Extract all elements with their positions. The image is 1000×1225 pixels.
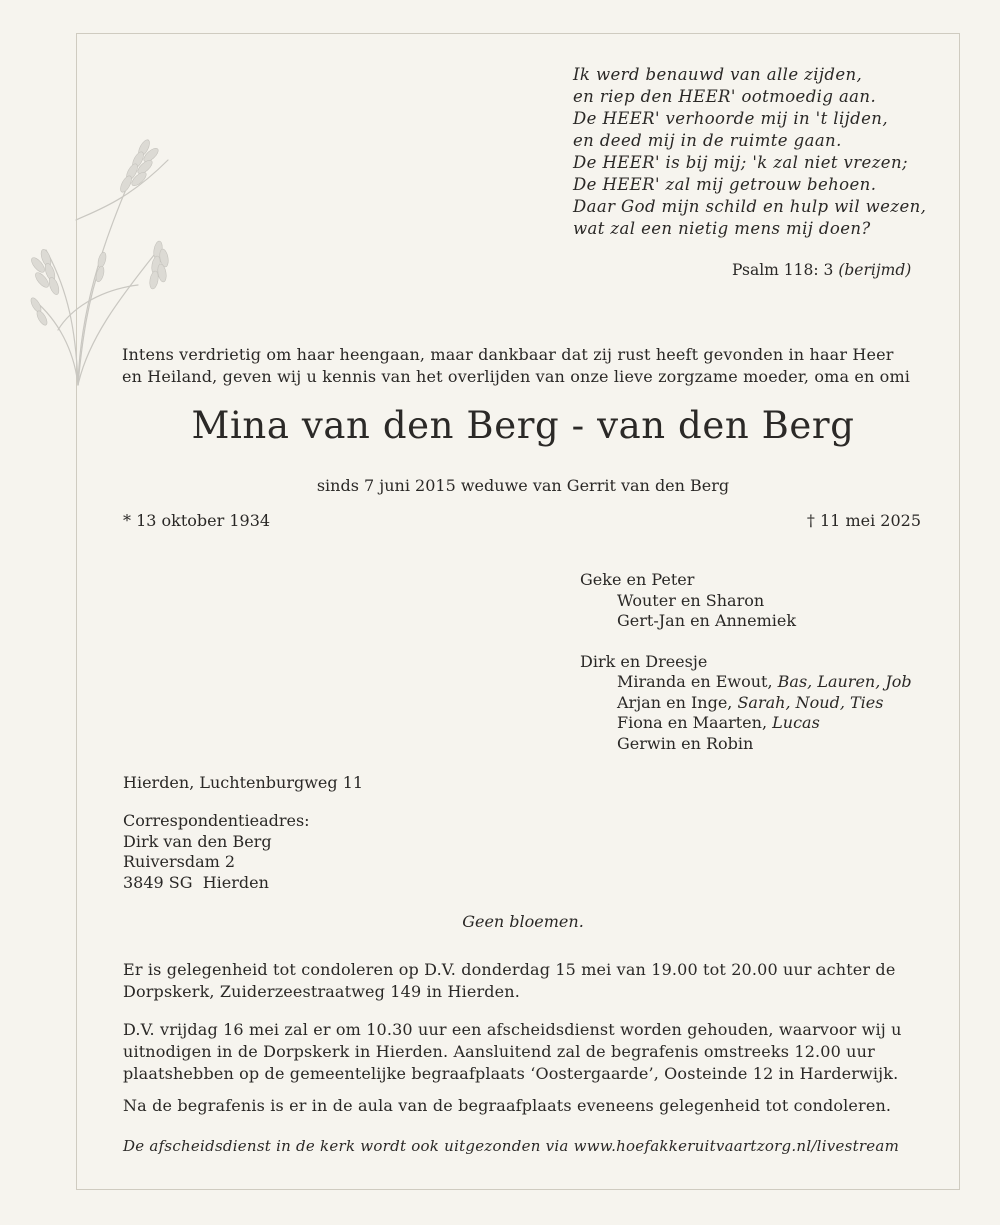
family-grandchildren: Lucas [772,713,820,732]
family-child [580,693,912,714]
poem-line: wat zal een nietig mens mij doen? [573,219,871,238]
deceased-name: Mina van den Berg - van den Berg [191,404,855,447]
death-date: † 11 mei 2025 [806,511,921,530]
poem-line: De HEER' zal mij getrouw behoen. [573,175,877,194]
family-child-names: Gert-Jan en Annemiek [617,611,797,630]
family-grandchildren: Sarah, Noud, Ties [737,692,884,712]
paragraph-line: uitnodigen in de Dorpskerk in Hierden. Aansluitend zal de begrafenis omstreeks 12.00 uur [123,1042,875,1061]
poem-line: De HEER' is bij mij; 'k zal niet vrezen; [573,153,908,172]
family-child-names: Fiona en Maarten, [617,713,768,732]
family-child [580,672,912,693]
condolence-paragraph [123,959,923,1003]
family-child [580,611,912,632]
family-parents: Geke en Peter [580,570,695,589]
family-child [580,591,912,612]
family-parents: Dirk en Dreesje [580,651,708,671]
paragraph-line: plaatshebben op de gemeentelijke begraafplaats ‘Oostergaarde’, Oosteinde 12 in Harderwijk. [123,1064,899,1083]
psalm-reference-note: (berijmd) [838,261,912,279]
widow-line: sinds 7 juni 2015 weduwe van Gerrit van den Berg [316,476,730,495]
correspondence-street: Ruiversdam 2 [123,852,236,871]
service-paragraph [123,1019,923,1085]
family-grandchildren: Bas, Lauren, Job [777,672,912,691]
family-child-names: Gerwin en Robin [617,733,754,753]
intro-text [122,344,922,388]
family-child-names: Arjan en Inge, [617,692,733,712]
after-burial-paragraph [123,1095,923,1117]
family-child [580,734,912,755]
family-child-names: Miranda en Ewout, [617,672,773,691]
poem-line: Daar God mijn schild en hulp wil wezen, [573,197,927,216]
home-address: Hierden, Luchtenburgweg 11 [123,773,364,792]
livestream-note: De afscheidsdienst in de kerk wordt ook uitgezonden via www.hoefakkeruitvaartzorg.nl/livestream [123,1137,900,1155]
intro-line: Intens verdrietig om haar heengaan, maar dankbaar dat zij rust heeft gevonden in haar Heer [122,345,894,364]
correspondence-city: 3849 SG Hierden [123,872,269,892]
psalm-reference-text: Psalm 118: 3 [732,261,834,279]
intro-line: en Heiland, geven wij u kennis van het overlijden van onze lieve zorgzame moeder, oma en omi [122,367,911,386]
paragraph-line: D.V. vrijdag 16 mei zal er om 10.30 uur een afscheidsdienst worden gehouden, waarvoor wij u [123,1020,902,1039]
poem-line: en deed mij in de ruimte gaan. [573,131,842,150]
poem-line: De HEER' verhoorde mij in 't lijden, [573,109,888,128]
family-child [580,713,912,734]
psalm-poem [573,64,953,240]
paragraph-line: Na de begrafenis is er in de aula van de begraafplaats eveneens gelegenheid tot condoleren. [123,1096,892,1115]
family-child-names: Wouter en Sharon [617,590,765,610]
correspondence-name: Dirk van den Berg [123,831,272,851]
paragraph-line: Dorpskerk, Zuiderzeestraatweg 149 in Hierden. [123,982,520,1001]
poem-line: en riep den HEER' ootmoedig aan. [573,87,877,106]
no-flowers: Geen bloemen. [462,912,584,931]
correspondence-address [123,811,310,893]
correspondence-label: Correspondentieadres: [123,811,310,830]
psalm-reference [732,261,911,279]
poem-line: Ik werd benauwd van alle zijden, [573,65,863,84]
birth-date: * 13 oktober 1934 [123,511,271,530]
paragraph-line: Er is gelegenheid tot condoleren op D.V. donderdag 15 mei van 19.00 tot 20.00 uur achter de [123,960,896,979]
family-list [580,570,912,754]
